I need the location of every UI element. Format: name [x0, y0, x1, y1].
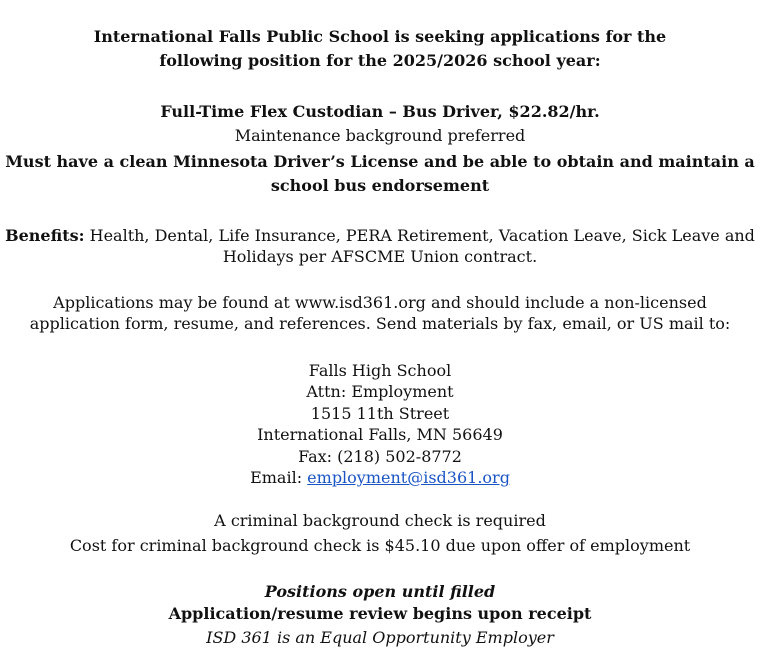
email-label: Email: [250, 468, 308, 487]
license-requirement-line-2: school bus endorsement [270, 176, 490, 195]
position-title: Full-Time Flex Custodian – Bus Driver, $22.82/hr. [160, 102, 600, 121]
address-fax: Fax: (218) 502-8772 [298, 447, 462, 466]
address-street: 1515 11th Street [310, 404, 450, 423]
heading-line-2: following position for the 2025/2026 school year: [159, 51, 601, 70]
email-link[interactable]: employment@isd361.org [307, 468, 510, 487]
background-check-cost: Cost for criminal background check is $45.10 due upon offer of employment [69, 536, 691, 555]
address-attn: Attn: Employment [306, 382, 454, 401]
benefits-label: Benefits: [5, 226, 85, 245]
address-city: International Falls, MN 56649 [257, 425, 503, 444]
applications-line-1: Applications may be found at www.isd361.org and should include a non-licensed [53, 293, 707, 312]
review-begins: Application/resume review begins upon receipt [168, 604, 592, 623]
positions-open: Positions open until filled [264, 582, 496, 601]
address-school: Falls High School [308, 361, 452, 380]
equal-opportunity-employer: ISD 361 is an Equal Opportunity Employer [206, 628, 554, 647]
heading-line-1: International Falls Public School is seeking applications for the [93, 27, 667, 46]
benefits-line-2: Holidays per AFSCME Union contract. [222, 247, 538, 266]
applications-line-2: application form, resume, and references. Send materials by fax, email, or US mail to: [29, 314, 731, 333]
benefits-line-1 [0, 225, 760, 246]
background-check-required: A criminal background check is required [214, 511, 546, 530]
benefits-text: Health, Dental, Life Insurance, PERA Retirement, Vacation Leave, Sick Leave and [84, 226, 755, 245]
license-requirement-line-1: Must have a clean Minnesota Driver’s License and be able to obtain and maintain a [5, 152, 755, 171]
preferred-background: Maintenance background preferred [234, 126, 526, 145]
address-email-line [0, 467, 760, 488]
